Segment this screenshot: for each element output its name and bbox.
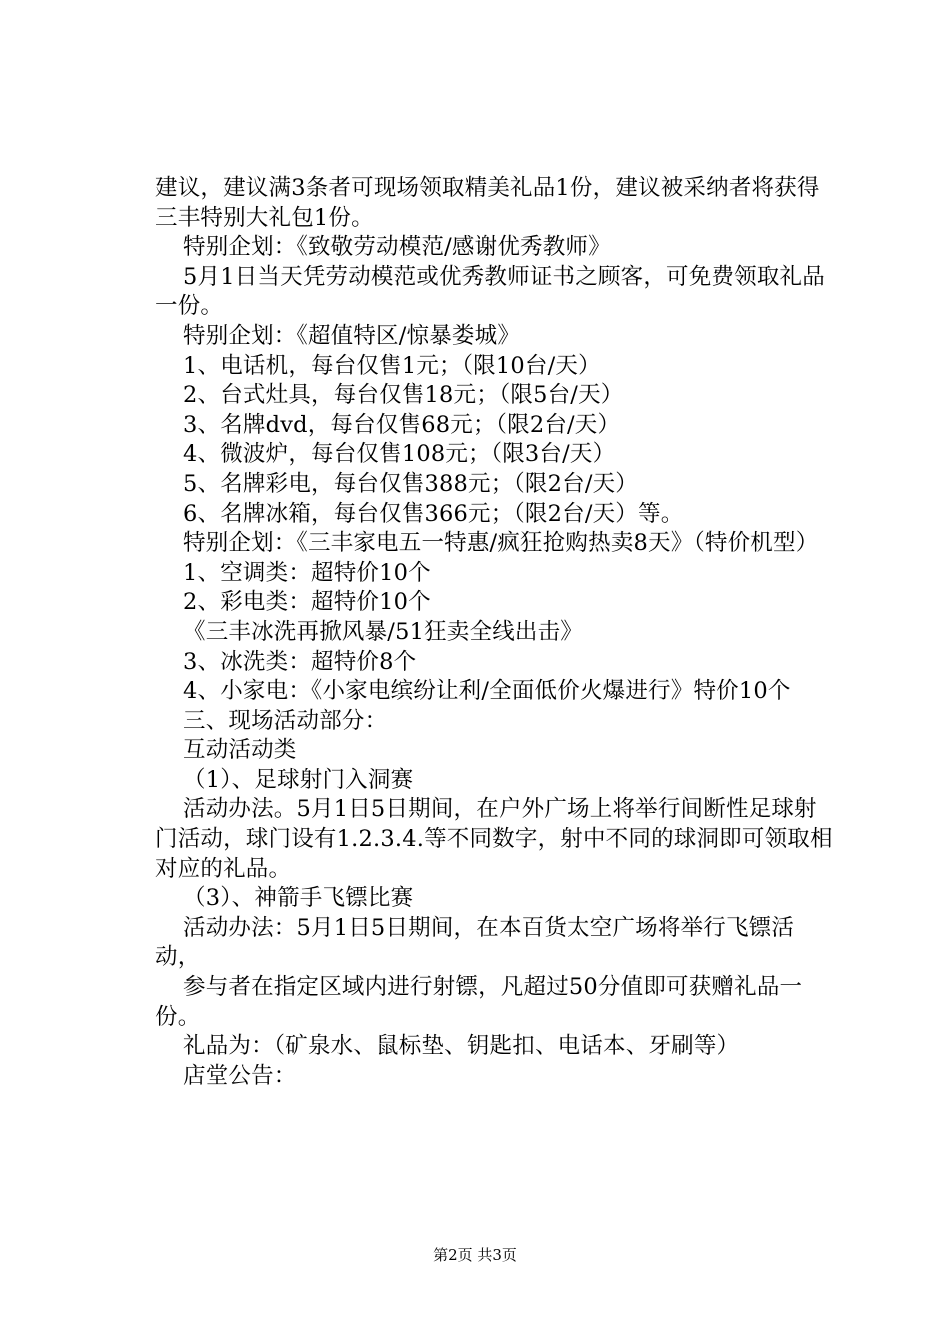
paragraph: 礼品为：（矿泉水、鼠标垫、钥匙扣、电话本、牙刷等） bbox=[183, 1033, 740, 1060]
paragraph: 1、电话机，每台仅售1元；（限10台/天） bbox=[183, 352, 601, 379]
paragraph: 活动办法：5月1日5日期间，在本百货太空广场将举行飞镖活动， bbox=[155, 914, 795, 971]
paragraph: 6、名牌冰箱，每台仅售366元；（限2台/天）等。 bbox=[183, 500, 684, 527]
page-footer: 第2页 共3页 bbox=[433, 1246, 517, 1264]
document-body bbox=[155, 174, 835, 1091]
paragraph: 《三丰冰洗再掀风暴/51狂卖全线出击》 bbox=[183, 618, 584, 645]
paragraph: 活动办法。5月1日5日期间，在户外广场上将举行间断性足球射门活动，球门设有1.2.3.4.等不同数字，射中不同的球洞即可领取相对应的礼品。 bbox=[155, 796, 833, 882]
paragraph: 建议，建议满3条者可现场领取精美礼品1份，建议被采纳者将获得三丰特别大礼包1份。 bbox=[155, 175, 820, 231]
paragraph: 特别企划：《三丰家电五一特惠/疯狂抢购热卖8天》（特价机型） bbox=[183, 530, 819, 557]
paragraph: 参与者在指定区域内进行射镖，凡超过50分值即可获赠礼品一份。 bbox=[155, 974, 803, 1030]
paragraph: 特别企划：《致敬劳动模范/感谢优秀教师》 bbox=[183, 234, 611, 261]
paragraph: 2、台式灶具，每台仅售18元；（限5台/天） bbox=[183, 382, 624, 409]
paragraph: 2、彩电类：超特价10个 bbox=[183, 589, 431, 616]
paragraph: 4、小家电：《小家电缤纷让利/全面低价火爆进行》特价10个 bbox=[183, 678, 791, 705]
paragraph: 互动活动类 bbox=[183, 737, 297, 764]
paragraph: 1、空调类：超特价10个 bbox=[183, 559, 431, 586]
paragraph: 特别企划：《超值特区/惊暴娄城》 bbox=[183, 322, 521, 349]
paragraph: （3）、神箭手飞镖比赛 bbox=[183, 885, 414, 912]
paragraph: 三、现场活动部分： bbox=[183, 707, 388, 734]
paragraph: 店堂公告： bbox=[183, 1062, 297, 1089]
paragraph: 5、名牌彩电，每台仅售388元；（限2台/天） bbox=[183, 470, 639, 497]
paragraph: 3、冰洗类：超特价8个 bbox=[183, 648, 417, 675]
paragraph: 4、微波炉，每台仅售108元；（限3台/天） bbox=[183, 441, 616, 468]
paragraph: （1）、足球射门入洞赛 bbox=[183, 766, 414, 793]
paragraph: 3、名牌dvd，每台仅售68元；（限2台/天） bbox=[183, 411, 621, 438]
paragraph: 5月1日当天凭劳动模范或优秀教师证书之顾客，可免费领取礼品一份。 bbox=[155, 263, 825, 320]
